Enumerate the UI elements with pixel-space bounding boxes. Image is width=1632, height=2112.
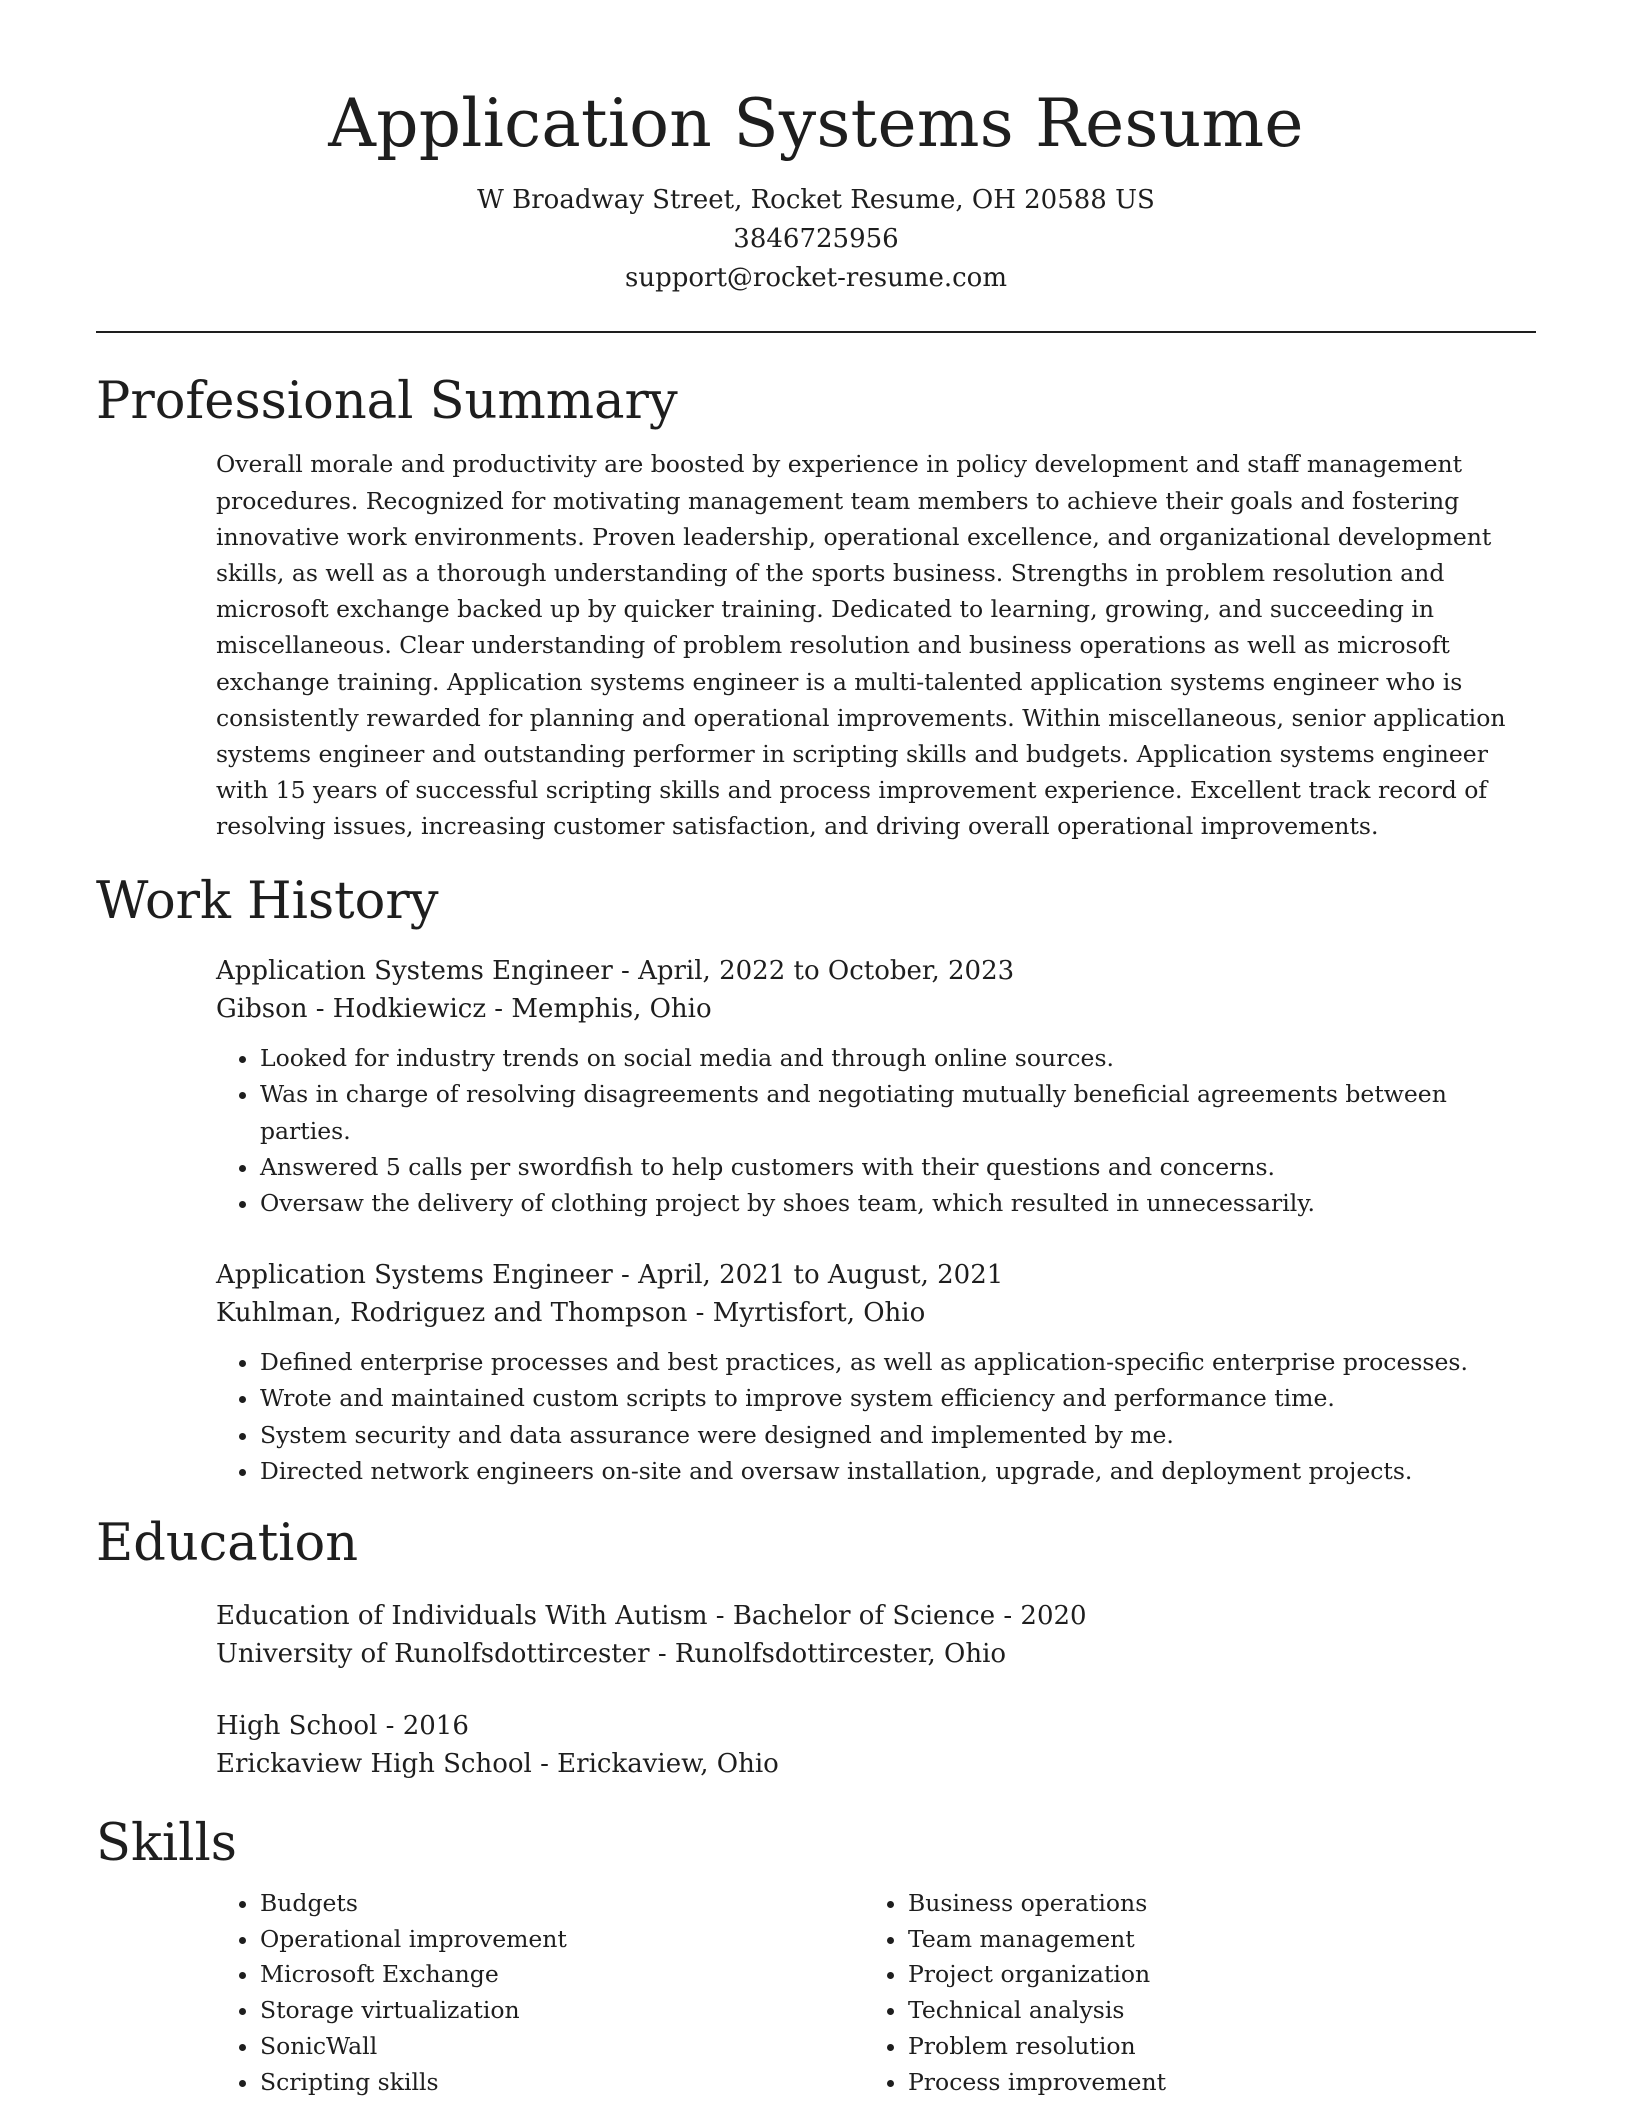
job-entry <box>216 1256 1512 1490</box>
list-item: • Answered 5 calls per swordfish to help customers with their questions and concerns. <box>260 1149 1512 1185</box>
list-item: • Technical analysis <box>908 1993 1512 2029</box>
skills-heading: Skills <box>96 1813 237 1873</box>
education-entry <box>216 1707 1512 1783</box>
education-degree-line <box>216 1597 1512 1635</box>
contact-email: support@rocket-resume.com <box>624 263 1007 294</box>
list-item: • SonicWall <box>260 2029 864 2065</box>
skills-grid <box>216 1886 1512 2101</box>
education-degree: Education of Individuals With Autism - Bachelor of Science <box>216 1600 996 1631</box>
job-bullets <box>216 1040 1512 1222</box>
job-title-line <box>216 1256 1512 1294</box>
job-dates: - April, 2021 to August, 2021 <box>612 1259 1004 1290</box>
job-company: Gibson - Hodkiewicz <box>216 993 487 1024</box>
education-school: Erickaview High School <box>216 1748 532 1779</box>
list-item: • Oversaw the delivery of clothing project by shoes team, which resulted in unnecessarily. <box>260 1185 1512 1221</box>
job-company-line <box>216 1294 1512 1332</box>
list-item: • System security and data assurance were designed and implemented by me. <box>260 1417 1512 1453</box>
skills-column-right <box>864 1886 1512 2101</box>
education-heading: Education <box>96 1514 359 1574</box>
job-title-line <box>216 952 1512 990</box>
job-dates: - April, 2022 to October, 2023 <box>612 955 1015 986</box>
education-degree-line <box>216 1707 1512 1745</box>
job-title: Application Systems Engineer <box>216 1259 613 1290</box>
skills-column-left <box>216 1886 864 2101</box>
list-item: • Defined enterprise processes and best practices, as well as application-specific enterprise processes. <box>260 1344 1512 1380</box>
education-degree: High School <box>216 1710 378 1741</box>
list-item: • Storage virtualization <box>260 1993 864 2029</box>
education-school: University of Runolfsdottircester <box>216 1638 650 1669</box>
summary-section <box>0 371 1632 844</box>
resume-title: Application Systems Resume <box>328 85 1304 162</box>
list-item: • Business operations <box>908 1886 1512 1922</box>
header-divider <box>96 331 1536 333</box>
education-entry <box>216 1597 1512 1673</box>
skills-section <box>0 1813 1632 2101</box>
job-entry <box>216 952 1512 1222</box>
list-item: • Team management <box>908 1922 1512 1958</box>
list-item: • Was in charge of resolving disagreements and negotiating mutually beneficial agreements between parties. <box>260 1076 1512 1149</box>
work-section <box>0 871 1632 1490</box>
list-item: • Operational improvement <box>260 1922 864 1958</box>
education-school-line <box>216 1635 1512 1673</box>
work-heading: Work History <box>96 871 439 931</box>
list-item: • Project organization <box>908 1957 1512 1993</box>
list-item: • Looked for industry trends on social media and through online sources. <box>260 1040 1512 1076</box>
list-item: • Microsoft Exchange <box>260 1957 864 1993</box>
job-company-line <box>216 990 1512 1028</box>
education-year: - 2016 <box>377 1710 469 1741</box>
contact-phone: 3846725956 <box>733 224 899 255</box>
job-location: - Memphis, Ohio <box>486 993 712 1024</box>
list-item: • Budgets <box>260 1886 864 1922</box>
job-bullets <box>216 1344 1512 1490</box>
contact-block <box>0 181 1632 298</box>
resume-header <box>0 0 1632 298</box>
education-year: - 2020 <box>995 1600 1087 1631</box>
job-location: - Myrtisfort, Ohio <box>687 1297 926 1328</box>
list-item: • Scripting skills <box>260 2065 864 2101</box>
summary-heading: Professional Summary <box>96 372 678 432</box>
contact-address: W Broadway Street, Rocket Resume, OH 20588 US <box>477 185 1155 216</box>
job-title: Application Systems Engineer <box>216 955 613 986</box>
job-company: Kuhlman, Rodriguez and Thompson <box>216 1297 688 1328</box>
list-item: • Wrote and maintained custom scripts to improve system efficiency and performance time. <box>260 1380 1512 1416</box>
summary-text: Overall morale and productivity are boosted by experience in policy development and staff management procedures. Recognized for motivating management team members to achieve their goals and fostering innovative work environments. Proven leadership, operational excellence, and organizational development skills, as well as a thorough understanding of the sports business. Strengths in problem resolution and microsoft exchange backed up by quicker training. Dedicated to learning, growing, and succeeding in miscellaneous. Clear understanding of problem resolution and business operations as well as microsoft exchange training. Application systems engineer is a multi-talented application systems engineer who is consistently rewarded for planning and operational improvements. Within miscellaneous, senior application systems engineer and outstanding performer in scripting skills and budgets. Application systems engineer with 15 years of successful scripting skills and process improvement experience. Excellent track record of resolving issues, increasing customer satisfaction, and driving overall operational improvements. <box>216 450 1506 841</box>
education-location: - Erickaview, Ohio <box>531 1748 779 1779</box>
list-item: • Process improvement <box>908 2065 1512 2101</box>
education-section <box>0 1513 1632 1782</box>
education-school-line <box>216 1745 1512 1783</box>
list-item: • Problem resolution <box>908 2029 1512 2065</box>
education-location: - Runolfsdottircester, Ohio <box>649 1638 1007 1669</box>
list-item: • Directed network engineers on-site and oversaw installation, upgrade, and deployment projects. <box>260 1453 1512 1489</box>
